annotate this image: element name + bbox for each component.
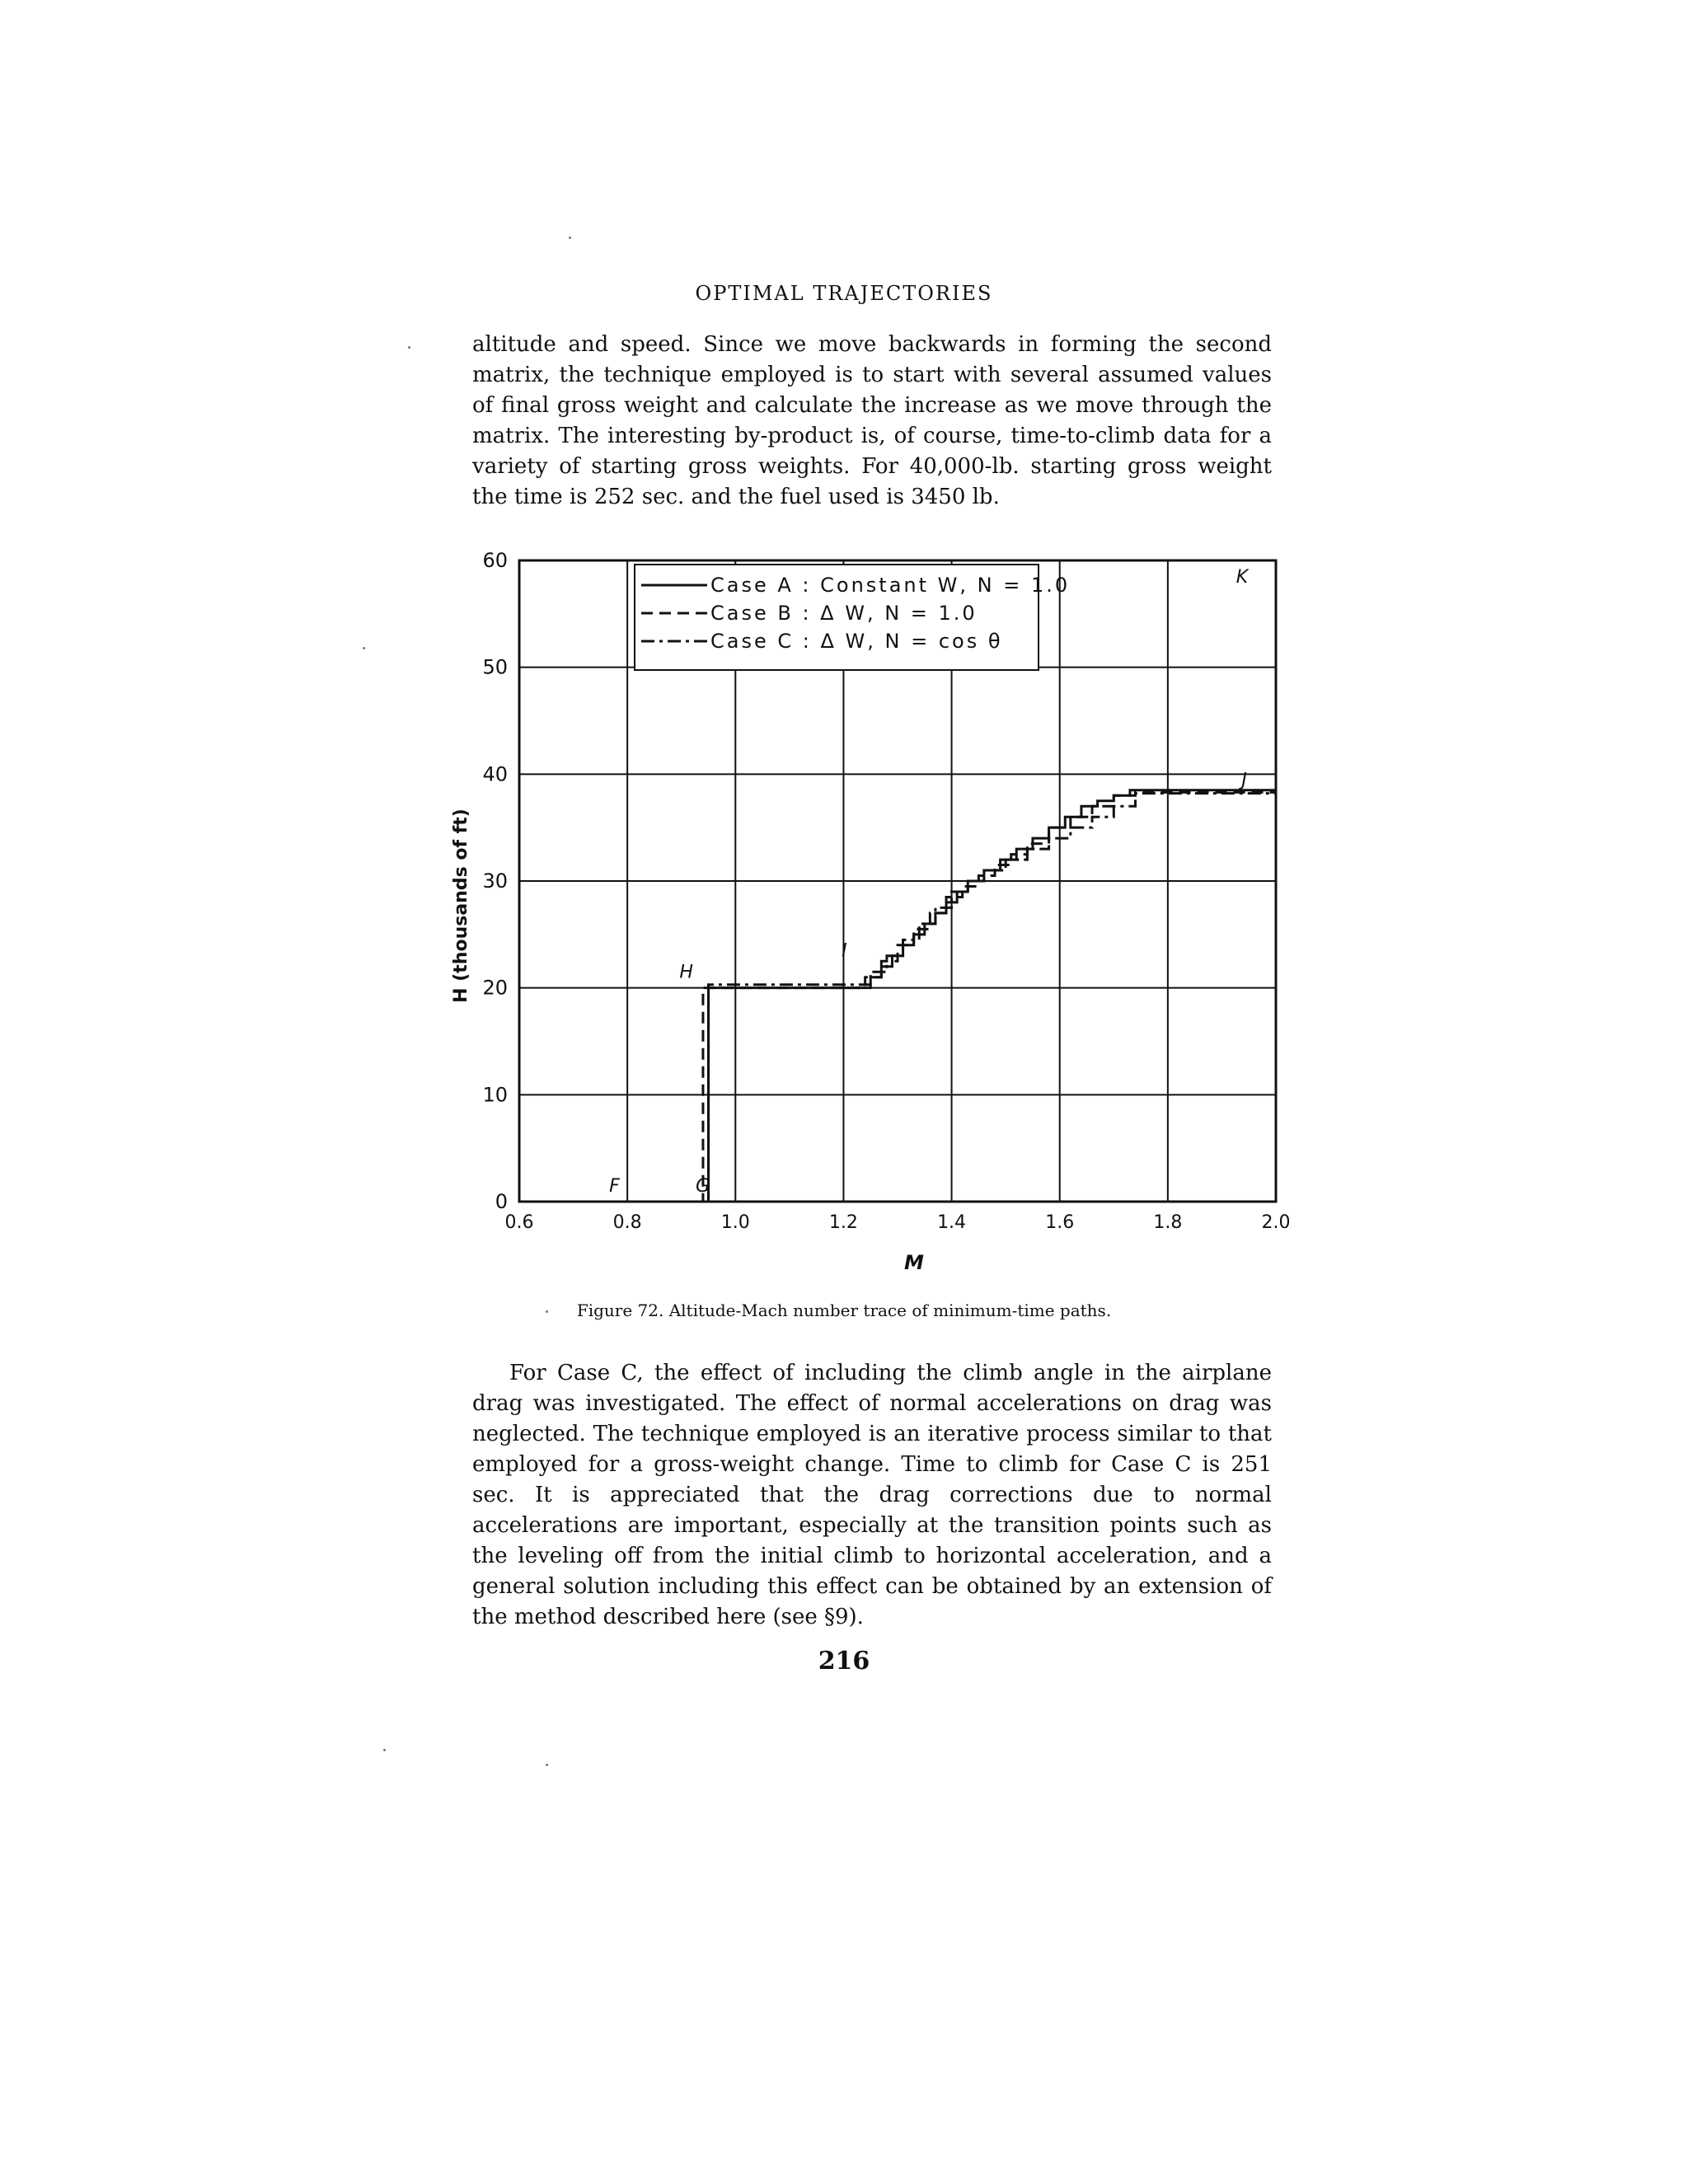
y-tick-label: 30: [482, 869, 508, 893]
page-number: 216: [818, 1647, 870, 1675]
x-tick-label: 0.6: [504, 1212, 534, 1233]
legend-entry: Case C : Δ W, N = cos θ: [710, 630, 1003, 653]
point-label: G: [696, 1176, 710, 1197]
point-label: F: [609, 1176, 620, 1197]
x-tick-label: 1.0: [720, 1212, 750, 1233]
y-tick-label: 20: [482, 976, 508, 1000]
x-tick-label: 1.2: [828, 1212, 858, 1233]
y-tick-label: 60: [482, 549, 508, 572]
running-head: OPTIMAL TRAJECTORIES: [695, 282, 993, 305]
chart-legend: [635, 565, 1070, 670]
scan-speck: [408, 346, 410, 349]
point-label: H: [679, 962, 693, 983]
x-tick-label: 1.4: [937, 1212, 967, 1233]
x-tick-label: 2.0: [1261, 1212, 1291, 1233]
y-axis-title: H (thousands of ft): [451, 808, 471, 1003]
paragraph-1: altitude and speed. Since we move backwards in forming the second matrix, the technique employed is to start with several assumed values of final gross weight and calculate the increase as we move through the matrix. The interesting by-product is, of course, time-to-climb data for a variety of starting gross weights. For 40,000-lb. starting gross weight the time is 252 sec. and the fuel used is 3450 lb.: [472, 332, 1272, 509]
y-tick-label: 10: [482, 1083, 508, 1107]
paragraph-2: For Case C, the effect of including the climb angle in the airplane drag was investigated. The effect of normal accelerations on drag was neglected. The technique employed is an iterative process similar to that employed for a gross-weight change. Time to climb for Case C is 251 sec. It is appreciated that the drag corrections due to normal accelerations are important, especially at the transition points such as the leveling off from the initial climb to horizontal acceleration, and a general solution including this effect can be obtained by an extension of the method described here (see §9).: [472, 1361, 1272, 1629]
x-axis-title: M: [904, 1251, 924, 1274]
x-tick-label: 0.8: [612, 1212, 642, 1233]
scan-speck: [363, 647, 365, 649]
y-tick-label: 50: [482, 655, 508, 679]
scan-speck: [569, 237, 571, 239]
y-tick-label: 0: [495, 1190, 508, 1213]
point-label: I: [842, 940, 847, 962]
x-tick-label: 1.8: [1153, 1212, 1183, 1233]
x-tick-label: 1.6: [1045, 1212, 1075, 1233]
legend-entry: Case B : Δ W, N = 1.0: [710, 602, 978, 625]
legend-entry: Case A : Constant W, N = 1.0: [710, 574, 1071, 597]
point-label: J: [1241, 770, 1247, 791]
point-label: K: [1236, 566, 1249, 588]
scan-speck: [546, 1310, 548, 1313]
scan-speck: [546, 1764, 548, 1766]
figure-caption: Figure 72. Altitude-Mach number trace of minimum-time paths.: [576, 1301, 1112, 1320]
y-tick-label: 40: [482, 762, 508, 786]
scan-speck: [383, 1749, 386, 1751]
